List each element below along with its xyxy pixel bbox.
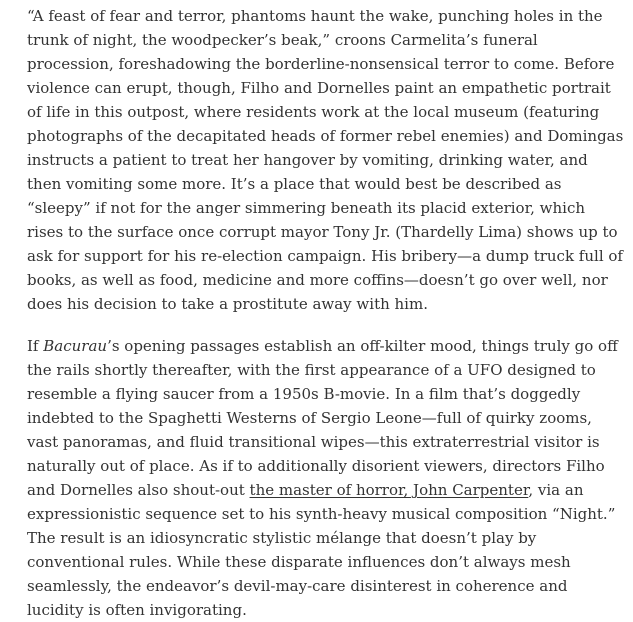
- paragraph-text: ’s opening passages establish an off-kilter mood, things truly go off the rails shortly thereafter, with the first appearance of a UFO designed to resemble a flying saucer from a 1950s B-movie. In a film that’s doggedly indebted to the Spaghetti Westerns of Sergio Leone—full of quirky zooms, vast panoramas, and fluid transitional wipes—this extraterrestrial visitor is naturally out of place. As if to additionally disorient viewers, directors Filho and Dornelles also shout-out: [27, 337, 618, 499]
- article-paragraph: “A feast of fear and terror, phantoms haunt the wake, punching holes in the trunk of night, the woodpecker’s beak,” croons Carmelita’s funeral procession, foreshadowing the borderline-nonsensical terror to come. Before violence can erupt, though, Filho and Dornelles paint an empathetic portrait of life in this outpost, where residents work at the local museum (featuring photographs of the decapitated heads of former rebel enemies) and Domingas instructs a patient to treat her hangover by vomiting, drinking water, and then vomiting some more. It’s a place that would best be described as “sleepy” if not for the anger simmering beneath its placid exterior, which rises to the surface once corrupt mayor Tony Jr. (Thardelly Lima) shows up to ask for support for his re-election campaign. His bribery—a dump truck full of books, as well as food, medicine and more coffins—doesn’t go over well, nor does his decision to take a prostitute away with him.: [27, 7, 624, 313]
- article-paragraph: [27, 334, 625, 622]
- john-carpenter-link[interactable]: the master of horror, John Carpenter: [249, 481, 529, 499]
- film-title: Bacurau: [43, 337, 108, 355]
- paragraph-text: , via an expressionistic sequence set to his synth-heavy musical composition “Night.” The result is an idiosyncratic stylistic mélange that doesn’t play by conventional rules. While these disparate influences don’t always mesh seamlessly, the endeavor’s devil-may-care disinterest in coherence and lucidity is often invigorating.: [27, 481, 616, 619]
- paragraph-text: If: [27, 337, 44, 355]
